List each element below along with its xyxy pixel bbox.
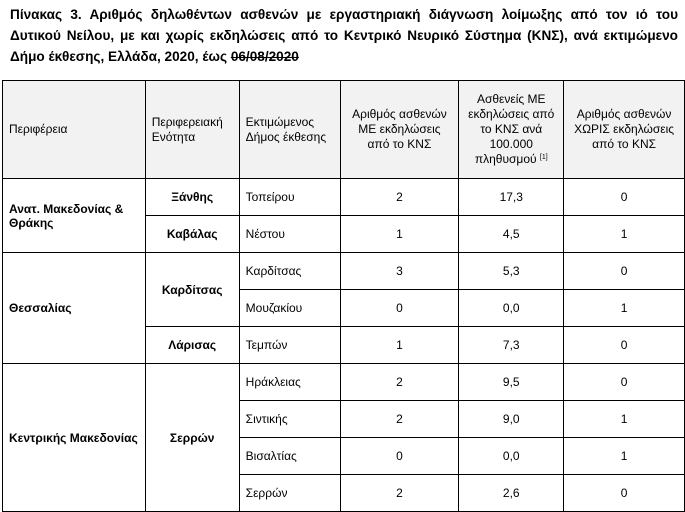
unit-cell: Καρδίτσας <box>145 253 239 327</box>
region-cell: Ανατ. Μακεδονίας & Θράκης <box>3 179 146 253</box>
with-cns-cell: 1 <box>340 327 459 364</box>
header-rate <box>459 81 564 179</box>
without-cns-cell: 0 <box>564 475 685 512</box>
municipality-cell: Τεμπών <box>239 327 340 364</box>
without-cns-cell: 0 <box>564 327 685 364</box>
table-row <box>3 179 685 216</box>
with-cns-cell: 2 <box>340 179 459 216</box>
with-cns-cell: 0 <box>340 290 459 327</box>
table-row <box>3 253 685 290</box>
header-with-cns: Αριθμός ασθενών ΜΕ εκδηλώσεις από το ΚΝΣ <box>340 81 459 179</box>
caption-text: Πίνακας 3. Αριθμός δηλωθέντων ασθενών με εργαστηριακή διάγνωση λοίμωξης από τον ιό του Δυτικού Νείλου, με και χωρίς εκδηλώσεις από το Κεντρικό Νευρικό Σύστημα (ΚΝΣ), ανά εκτιμώμενο Δήμο έκθεσης, Ελλάδα, 2020, έως <box>10 7 678 64</box>
rate-cell: 7,3 <box>459 327 564 364</box>
without-cns-cell: 1 <box>564 401 685 438</box>
with-cns-cell: 2 <box>340 475 459 512</box>
rate-cell: 9,5 <box>459 364 564 401</box>
rate-cell: 4,5 <box>459 216 564 253</box>
unit-cell: Ξάνθης <box>145 179 239 216</box>
with-cns-cell: 2 <box>340 364 459 401</box>
data-table <box>2 80 685 512</box>
municipality-cell: Σιντικής <box>239 401 340 438</box>
rate-cell: 0,0 <box>459 290 564 327</box>
rate-cell: 0,0 <box>459 438 564 475</box>
header-region: Περιφέρεια <box>3 81 146 179</box>
header-row <box>3 81 685 179</box>
table-row <box>3 364 685 401</box>
municipality-cell: Μουζακίου <box>239 290 340 327</box>
municipality-cell: Τοπείρου <box>239 179 340 216</box>
header-rate-label: Ασθενείς ΜΕ εκδηλώσεις από το ΚΝΣ ανά 100.000 πληθυσμού <box>468 92 555 166</box>
region-cell: Θεσσαλίας <box>3 253 146 364</box>
without-cns-cell: 0 <box>564 179 685 216</box>
without-cns-cell: 1 <box>564 290 685 327</box>
table-caption <box>10 4 678 67</box>
municipality-cell: Βισαλτίας <box>239 438 340 475</box>
without-cns-cell: 0 <box>564 253 685 290</box>
rate-cell: 17,3 <box>459 179 564 216</box>
rate-cell: 9,0 <box>459 401 564 438</box>
municipality-cell: Νέστου <box>239 216 340 253</box>
without-cns-cell: 0 <box>564 364 685 401</box>
header-without-cns: Αριθμός ασθενών ΧΩΡΙΣ εκδηλώσεις από το ΚΝΣ <box>564 81 685 179</box>
municipality-cell: Ηράκλειας <box>239 364 340 401</box>
rate-cell: 5,3 <box>459 253 564 290</box>
rate-cell: 2,6 <box>459 475 564 512</box>
with-cns-cell: 3 <box>340 253 459 290</box>
with-cns-cell: 1 <box>340 216 459 253</box>
header-municipality: Εκτιμώμενος Δήμος έκθεσης <box>239 81 340 179</box>
municipality-cell: Καρδίτσας <box>239 253 340 290</box>
with-cns-cell: 2 <box>340 401 459 438</box>
municipality-cell: Σερρών <box>239 475 340 512</box>
unit-cell: Λάρισας <box>145 327 239 364</box>
region-cell: Κεντρικής Μακεδονίας <box>3 364 146 512</box>
unit-cell: Καβάλας <box>145 216 239 253</box>
unit-cell: Σερρών <box>145 364 239 512</box>
without-cns-cell: 1 <box>564 438 685 475</box>
caption-date: 06/08/2020 <box>230 49 299 64</box>
header-rate-footnote: [1] <box>539 154 548 161</box>
with-cns-cell: 0 <box>340 438 459 475</box>
header-unit: Περιφερειακή Ενότητα <box>145 81 239 179</box>
without-cns-cell: 1 <box>564 216 685 253</box>
